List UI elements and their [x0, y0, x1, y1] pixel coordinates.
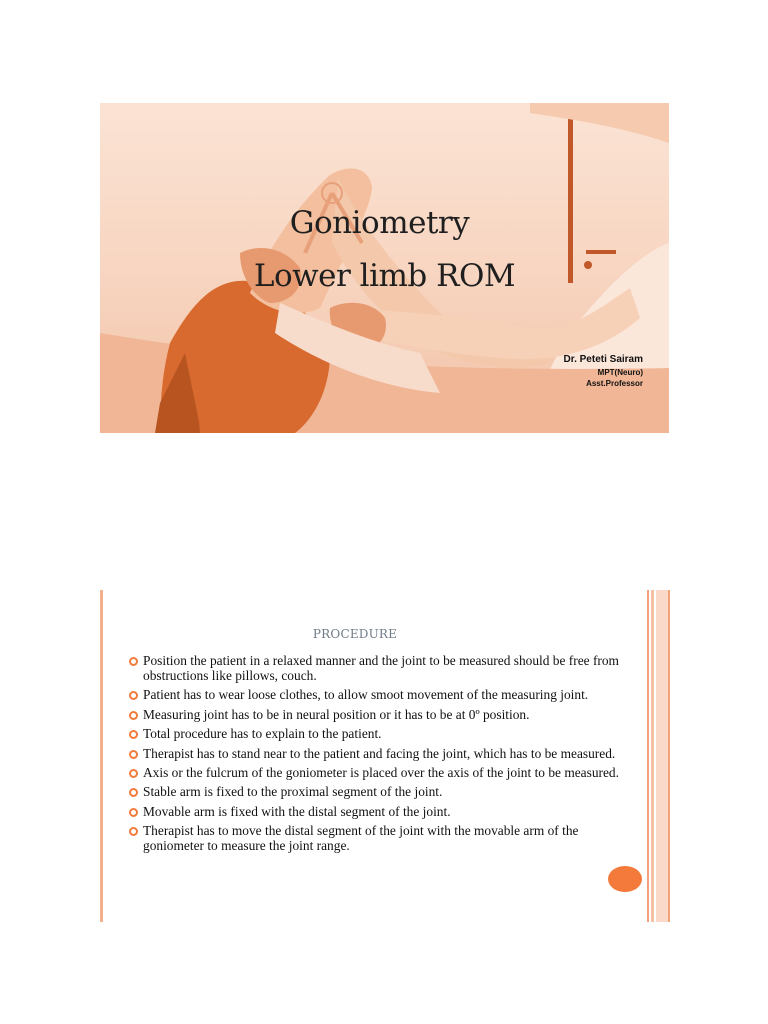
- bullet-circle-icon: [129, 691, 138, 700]
- decor-bar: [656, 590, 668, 922]
- list-item: [129, 687, 629, 702]
- bullet-text: Axis or the fulcrum of the goniometer is placed over the axis of the joint to be measured.: [143, 764, 619, 780]
- author-name: Dr. Peteti Sairam: [563, 354, 643, 365]
- author-position: Asst.Professor: [586, 379, 643, 388]
- bullet-circle-icon: [129, 788, 138, 797]
- bullet-text: Patient has to wear loose clothes, to allow smoot movement of the measuring joint.: [143, 687, 589, 703]
- bullet-text: Movable arm is fixed with the distal segment of the joint.: [143, 803, 451, 819]
- bullet-text: Measuring joint has to be in neural position or it has to be at 0º position.: [143, 706, 530, 722]
- bullet-text: Stable arm is fixed to the proximal segment of the joint.: [143, 784, 443, 800]
- author-qualification: MPT(Neuro): [597, 368, 643, 377]
- slide-title-line-1: Goniometry: [289, 205, 470, 241]
- bullet-circle-icon: [129, 827, 138, 836]
- list-item: [129, 653, 629, 683]
- bullet-circle-icon: [129, 769, 138, 778]
- list-item: [129, 765, 629, 780]
- decor-bar: [651, 590, 654, 922]
- orange-circle-decoration: [608, 866, 642, 892]
- author-block: [564, 353, 643, 389]
- bullet-text: Position the patient in a relaxed manner and the joint to be measured should be free from obstructions like pillows, couch.: [143, 653, 619, 683]
- bullet-circle-icon: [129, 711, 138, 720]
- title-slide: [100, 103, 669, 433]
- bullet-text: Total procedure has to explain to the patient.: [143, 726, 382, 742]
- decor-bar: [647, 590, 649, 922]
- procedure-heading: PROCEDURE: [312, 627, 398, 641]
- bullet-circle-icon: [129, 730, 138, 739]
- bullet-circle-icon: [129, 750, 138, 759]
- list-item: [129, 746, 629, 761]
- list-item: [129, 784, 629, 799]
- decor-bar: [668, 590, 670, 922]
- list-item: [129, 804, 629, 819]
- bullet-text: Therapist has to move the distal segment of the joint with the movable arm of the goniometer to measure the joint range.: [143, 823, 579, 854]
- bullet-text: Therapist has to stand near to the patient and facing the joint, which has to be measured.: [143, 745, 616, 761]
- bullet-circle-icon: [129, 808, 138, 817]
- procedure-bullet-list: [129, 653, 629, 858]
- procedure-slide: [100, 590, 671, 922]
- slide-title-line-2: Lower limb ROM: [253, 258, 516, 294]
- bullet-circle-icon: [129, 657, 138, 666]
- right-decorative-bars: [647, 590, 671, 922]
- list-item: [129, 707, 629, 722]
- list-item: [129, 726, 629, 741]
- list-item: [129, 823, 629, 853]
